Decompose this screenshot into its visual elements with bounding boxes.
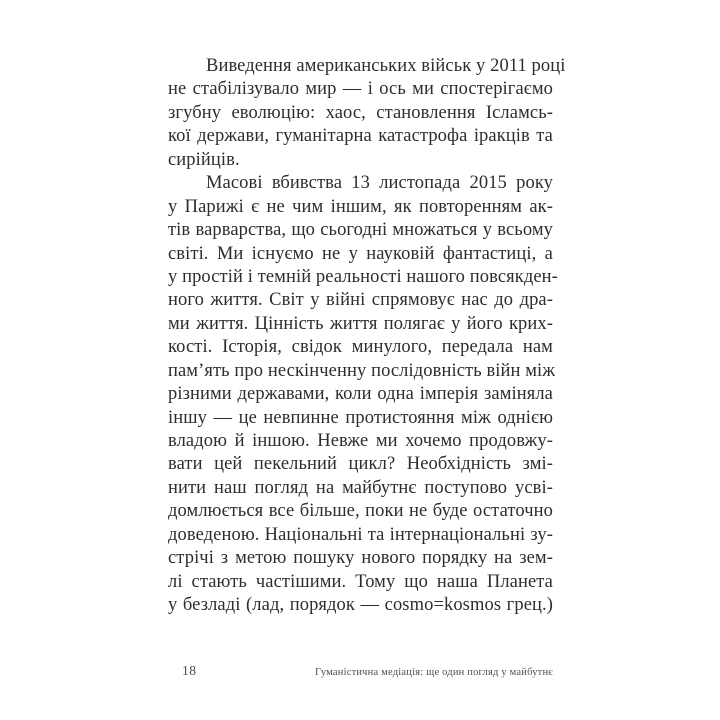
text-line: ного життя. Світ у війні спрямовує нас до дра-: [168, 290, 553, 311]
text-line: тів варварства, що сьогодні множаться у всьому: [168, 220, 553, 241]
text-line: у Парижі є не чим іншим, як повторенням ак-: [168, 196, 553, 217]
running-title: Гуманістична медіація: ще один погляд у майбутнє: [314, 667, 553, 678]
text-line: не стабілізувало мир — і ось ми спостерігаємо: [168, 79, 553, 100]
text-line: стрічі з метою пошуку нового порядку на зем-: [168, 548, 553, 569]
text-line: вати цей пекельний цикл? Необхідність змі-: [168, 454, 553, 475]
text-line: іншу — це невпинне протистояння між однією: [168, 407, 553, 428]
page-number: 18: [182, 663, 197, 678]
text-line: світі. Ми існуємо не у науковій фантастиці, а: [168, 243, 553, 264]
text-line: владою й іншою. Невже ми хочемо продовжу-: [168, 431, 553, 451]
text-line: різними державами, коли одна імперія заміняла: [168, 384, 553, 405]
text-line: кості. Історія, свідок минулого, передала нам: [168, 337, 553, 358]
text-line: Виведення американських військ у 2011 році: [206, 56, 566, 76]
page-body-text: [168, 55, 566, 618]
text-line: у безладі (лад, порядок — cosmo=kosmos грец.): [168, 595, 553, 616]
text-line: доведеною. Національні та інтернаціональні зу-: [168, 524, 553, 545]
text-line: згубну еволюцію: хаос, становлення Ісламсь-: [168, 102, 553, 123]
text-line: Масові вбивства 13 листопада 2015 року: [206, 173, 553, 194]
text-line: у простій і темній реальності нашого повсякден-: [168, 266, 558, 287]
text-line: кої держави, гуманітарна катастрофа іракців та: [168, 126, 553, 147]
page-footer: [168, 663, 553, 679]
text-line: домлюється все більше, поки не буде остаточно: [168, 501, 553, 522]
text-line: сирійців.: [168, 149, 240, 170]
text-line: нити наш погляд на майбутнє поступово усві-: [168, 477, 553, 498]
text-line: лі стають частішими. Тому що наша Планета: [168, 571, 553, 592]
text-line: пам’ять про нескінченну послідовність війн між: [168, 360, 556, 381]
paragraph-2: [168, 172, 558, 617]
text-line: ми життя. Цінність життя полягає у його крих-: [168, 313, 553, 334]
paragraph-1: [168, 55, 566, 172]
